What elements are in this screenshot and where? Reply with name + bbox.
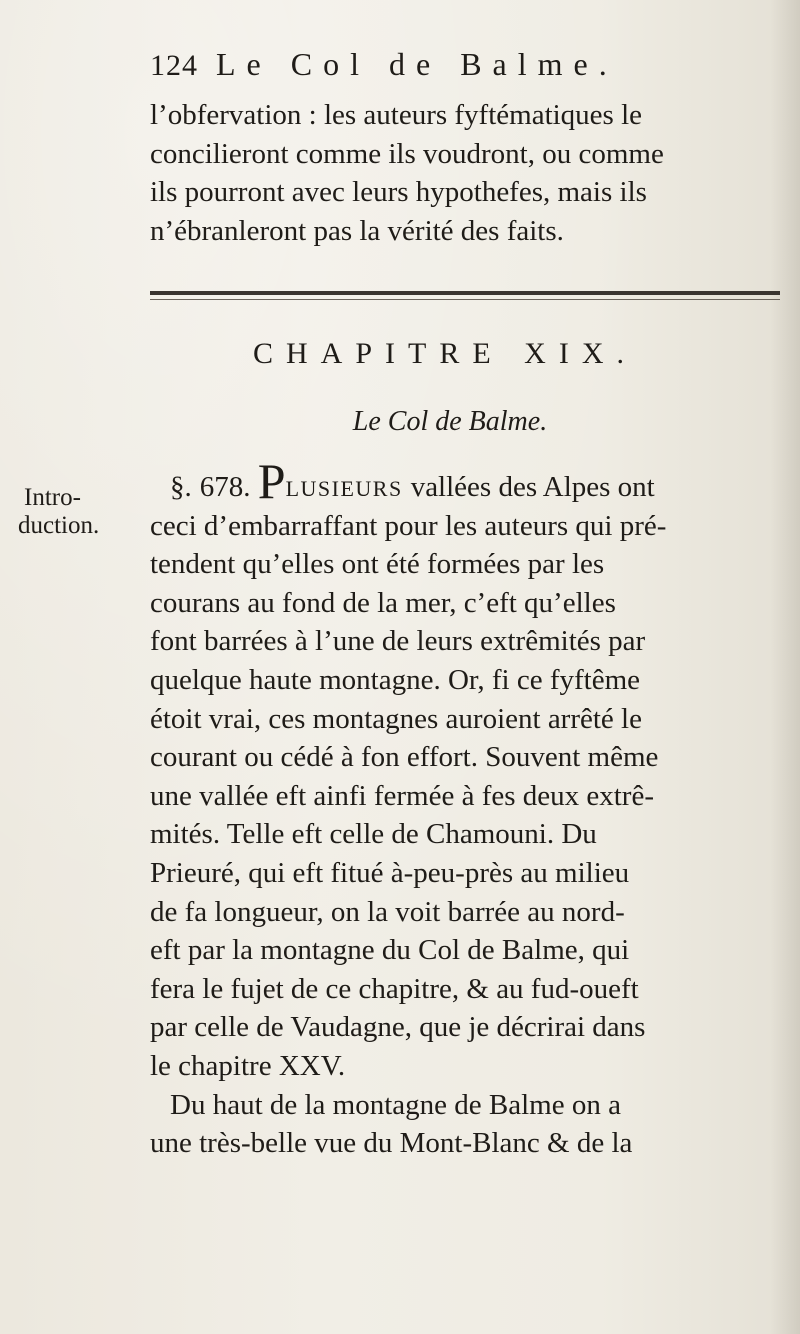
page-header [150,46,790,86]
margin-note [18,484,144,540]
text-line: concilieront comme ils voudront, ou comme [150,137,664,170]
text-line: une très-belle vue du Mont-Blanc & de la [150,1127,633,1160]
text-line: ceci d’embarraffant pour les auteurs qui pré- [150,509,667,542]
text-line: eft par la montagne du Col de Balme, qui [150,934,630,967]
drop-cap: P [257,453,286,509]
section-paragraph [150,453,800,1163]
page-number: 124 [150,49,198,82]
text-line: n’ébranleront pas la vérité des faits. [150,214,564,247]
chapter-subtitle: Le Col de Balme. [352,406,548,437]
section-number: 678. [199,471,251,503]
text-line: mités. Telle eft celle de Chamouni. Du [150,818,597,851]
first-line-rest: vallées des Alpes ont [410,471,655,503]
smallcaps-word: LUSIEURS [285,476,403,501]
text-line: une vallée eft ainfi fermée à fes deux extrê- [150,779,654,812]
divider-thin-rule [150,299,780,300]
text-line: ils pourront avec leurs hypothefes, mais ils [150,176,647,209]
divider-thick-rule [150,291,780,295]
text-line: l’obfervation : les auteurs fyftématiques le [150,99,643,131]
text-line: font barrées à l’une de leurs extrêmités par [150,625,646,658]
text-line: Du haut de la montagne de Balme on a [170,1088,621,1121]
text-line: de fa longueur, on la voit barrée au nord- [150,895,625,928]
chapter-divider [150,291,780,303]
text-line: par celle de Vaudagne, que je décrirai dans [150,1011,646,1044]
margin-note-line: Intro- [24,484,81,511]
text-line: étoit vrai, ces montagnes auroient arrêté le [150,702,642,735]
text-line: le chapitre XXV. [150,1049,346,1082]
chapter-title: CHAPITRE XIX. [253,337,637,370]
section-first-line [150,453,800,509]
text-line: Prieuré, qui eft fitué à-peu-près au milieu [150,856,630,889]
text-line: fera le fujet de ce chapitre, & au fud-oueft [150,972,639,1005]
text-line: quelque haute montagne. Or, fi ce fyftême [150,663,641,696]
text-line: tendent qu’elles ont été formées par les [150,548,605,581]
text-line: courant ou cédé à fon effort. Souvent même [150,741,659,774]
margin-note-line: duction. [18,512,100,539]
top-paragraph [150,96,800,250]
text-line: courans au fond de la mer, c’eft qu’elles [150,586,616,619]
section-mark: §. [170,471,192,503]
running-title: Le Col de Balme. [216,46,618,82]
